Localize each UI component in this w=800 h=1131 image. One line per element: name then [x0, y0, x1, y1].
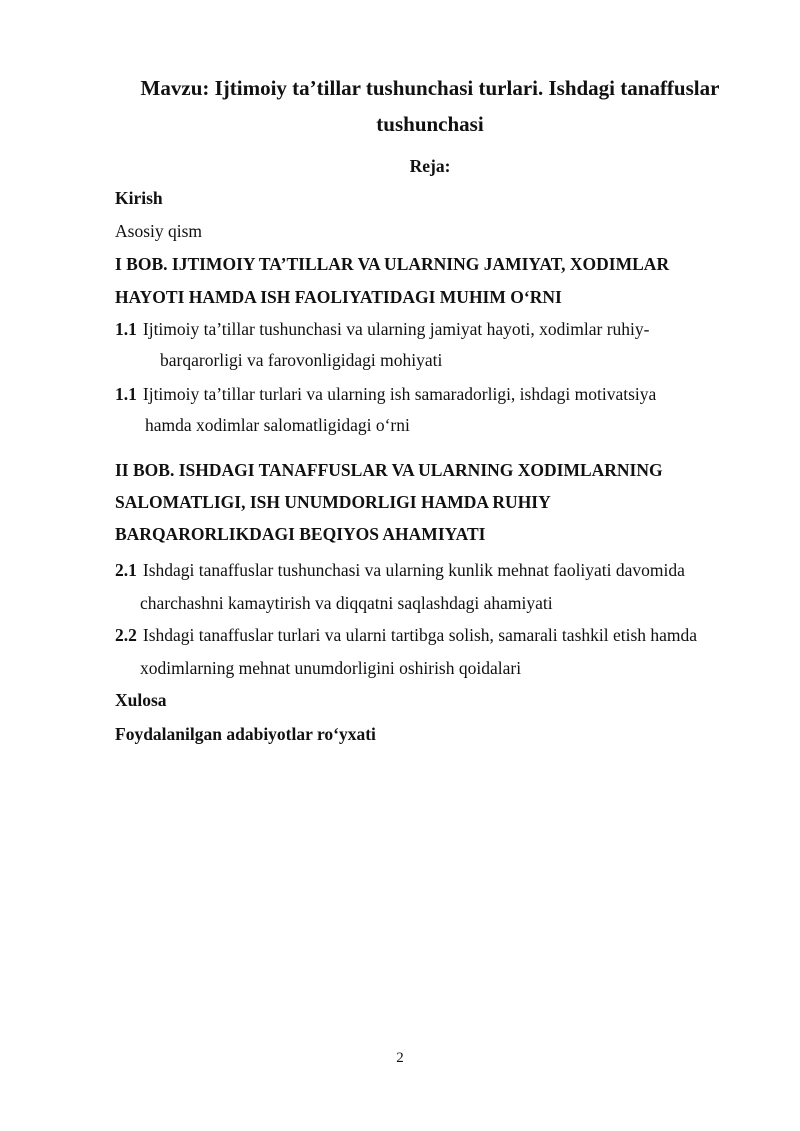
section-text: Ijtimoiy ta’tillar tushunchasi va ularning jamiyat hayoti, xodimlar ruhiy- — [142, 319, 650, 339]
page-title — [100, 70, 760, 142]
section-number: 2.2 — [115, 625, 137, 645]
chapter-1-title-line-1: I BOB. IJTIMOIY TA’TILLAR VA ULARNING JAMIYAT, XODIMLAR — [115, 254, 670, 274]
page-number: 2 — [396, 1050, 404, 1066]
section-number: 2.1 — [115, 560, 137, 580]
section-2-1-line-1 — [115, 560, 685, 581]
plan-heading: Reja: — [409, 156, 451, 176]
section-text: Ijtimoiy ta’tillar turlari va ularning ish samaradorligi, ishdagi motivatsiya — [142, 384, 657, 404]
section-number: 1.1 — [115, 319, 137, 339]
section-1-1a-line-2: barqarorligi va farovonligidagi mohiyati — [160, 350, 443, 370]
conclusion-heading: Xulosa — [115, 690, 167, 710]
chapter-2-title-line-1: II BOB. ISHDAGI TANAFFUSLAR VA ULARNING XODIMLARNING — [115, 460, 663, 480]
section-number: 1.1 — [115, 384, 137, 404]
chapter-1-title-line-2: HAYOTI HAMDA ISH FAOLIYATIDAGI MUHIM O‘RNI — [115, 287, 562, 307]
section-2-2-line-1 — [115, 625, 697, 646]
intro-heading: Kirish — [115, 188, 163, 208]
title-line-1: Mavzu: Ijtimoiy ta’tillar tushunchasi turlari. Ishdagi tanaffuslar — [140, 76, 720, 100]
section-1-1b-line-1 — [115, 384, 656, 405]
references-heading: Foydalanilgan adabiyotlar ro‘yxati — [115, 724, 376, 744]
section-2-1-line-2: charchashni kamaytirish va diqqatni saqlashdagi ahamiyati — [140, 593, 553, 613]
title-line-2: tushunchasi — [376, 112, 484, 136]
section-2-2-line-2: xodimlarning mehnat unumdorligini oshirish qoidalari — [140, 658, 522, 678]
section-1-1a-line-1 — [115, 319, 649, 340]
section-text: Ishdagi tanaffuslar tushunchasi va ularning kunlik mehnat faoliyati davomida — [142, 560, 685, 580]
section-1-1b-line-2: hamda xodimlar salomatligidagi o‘rni — [145, 415, 410, 435]
chapter-2-title-line-3: BARQARORLIKDAGI BEQIYOS AHAMIYATI — [115, 524, 486, 544]
section-text: Ishdagi tanaffuslar turlari va ularni tartibga solish, samarali tashkil etish hamda — [142, 625, 698, 645]
chapter-2-title-line-2: SALOMATLIGI, ISH UNUMDORLIGI HAMDA RUHIY — [115, 492, 551, 512]
main-part-heading: Asosiy qism — [115, 221, 203, 241]
